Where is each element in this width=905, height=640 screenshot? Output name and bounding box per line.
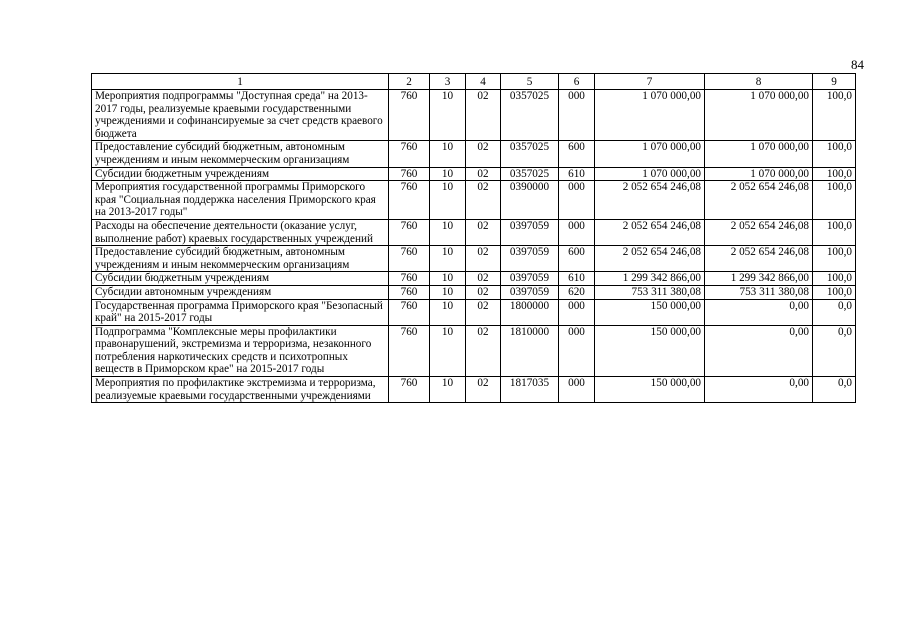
cell-code-2: 760 <box>389 325 430 376</box>
cell-code-3: 10 <box>430 246 466 272</box>
cell-code-6: 000 <box>559 299 595 325</box>
cell-amount-plan: 2 052 654 246,08 <box>595 181 705 220</box>
row-name: Мероприятия по профилактике экстремизма и терроризма, реализуемые краевыми государственными учреждениями <box>92 377 389 403</box>
cell-code-3: 10 <box>430 325 466 376</box>
table-row <box>92 219 856 245</box>
row-name: Подпрограмма "Комплексные меры профилактики правонарушений, экстремизма и терроризма, незаконного потребления наркотических средств и психотропных веществ в Приморском крае" на 2015-2017 годы <box>92 325 389 376</box>
cell-code-6: 000 <box>559 181 595 220</box>
cell-amount-actual: 2 052 654 246,08 <box>705 181 813 220</box>
table-row <box>92 167 856 181</box>
cell-amount-plan: 1 070 000,00 <box>595 167 705 181</box>
cell-percent: 100,0 <box>813 272 856 286</box>
cell-amount-actual: 1 070 000,00 <box>705 167 813 181</box>
cell-amount-actual: 1 299 342 866,00 <box>705 272 813 286</box>
cell-code-6: 620 <box>559 285 595 299</box>
cell-amount-actual: 0,00 <box>705 377 813 403</box>
column-header: 2 <box>389 74 430 90</box>
cell-code-2: 760 <box>389 167 430 181</box>
column-header: 1 <box>92 74 389 90</box>
cell-percent: 100,0 <box>813 285 856 299</box>
cell-code-4: 02 <box>466 219 501 245</box>
cell-code-2: 760 <box>389 246 430 272</box>
cell-code-4: 02 <box>466 90 501 141</box>
cell-amount-plan: 753 311 380,08 <box>595 285 705 299</box>
row-name: Субсидии бюджетным учреждениям <box>92 167 389 181</box>
cell-code-5: 1817035 <box>501 377 559 403</box>
cell-code-3: 10 <box>430 219 466 245</box>
cell-percent: 100,0 <box>813 90 856 141</box>
table-row <box>92 141 856 167</box>
cell-code-2: 760 <box>389 285 430 299</box>
row-name: Мероприятия государственной программы Приморского края "Социальная поддержка населения Приморского края на 2013-2017 годы" <box>92 181 389 220</box>
cell-code-3: 10 <box>430 167 466 181</box>
cell-code-6: 000 <box>559 325 595 376</box>
row-name: Субсидии бюджетным учреждениям <box>92 272 389 286</box>
row-name: Мероприятия подпрограммы "Доступная среда" на 2013-2017 годы, реализуемые краевыми государственными учреждениями и софинансируемые за счет средств краевого бюджета <box>92 90 389 141</box>
table-row <box>92 181 856 220</box>
cell-code-2: 760 <box>389 141 430 167</box>
cell-amount-plan: 1 299 342 866,00 <box>595 272 705 286</box>
cell-percent: 100,0 <box>813 219 856 245</box>
cell-percent: 100,0 <box>813 246 856 272</box>
table-row <box>92 246 856 272</box>
row-name: Предоставление субсидий бюджетным, автономным учреждениям и иным некоммерческим организациям <box>92 141 389 167</box>
cell-code-3: 10 <box>430 377 466 403</box>
cell-amount-actual: 1 070 000,00 <box>705 90 813 141</box>
cell-code-5: 0397059 <box>501 246 559 272</box>
cell-code-5: 0357025 <box>501 141 559 167</box>
cell-code-5: 0397059 <box>501 219 559 245</box>
cell-code-5: 1800000 <box>501 299 559 325</box>
cell-code-3: 10 <box>430 141 466 167</box>
cell-code-4: 02 <box>466 325 501 376</box>
cell-code-3: 10 <box>430 272 466 286</box>
row-name: Предоставление субсидий бюджетным, автономным учреждениям и иным некоммерческим организациям <box>92 246 389 272</box>
cell-amount-actual: 2 052 654 246,08 <box>705 219 813 245</box>
column-header: 3 <box>430 74 466 90</box>
cell-code-3: 10 <box>430 90 466 141</box>
table-row <box>92 285 856 299</box>
cell-code-6: 610 <box>559 272 595 286</box>
header-row <box>92 74 856 90</box>
cell-code-5: 0357025 <box>501 167 559 181</box>
cell-code-6: 000 <box>559 90 595 141</box>
cell-code-2: 760 <box>389 299 430 325</box>
cell-amount-plan: 150 000,00 <box>595 325 705 376</box>
cell-amount-actual: 753 311 380,08 <box>705 285 813 299</box>
cell-code-4: 02 <box>466 285 501 299</box>
cell-code-2: 760 <box>389 90 430 141</box>
page-number: 84 <box>851 57 864 72</box>
table-row <box>92 90 856 141</box>
table-row <box>92 299 856 325</box>
cell-amount-actual: 1 070 000,00 <box>705 141 813 167</box>
column-header: 9 <box>813 74 856 90</box>
cell-code-4: 02 <box>466 272 501 286</box>
table-row <box>92 377 856 403</box>
cell-code-3: 10 <box>430 299 466 325</box>
column-header: 7 <box>595 74 705 90</box>
cell-code-5: 0357025 <box>501 90 559 141</box>
cell-amount-plan: 1 070 000,00 <box>595 90 705 141</box>
cell-amount-plan: 150 000,00 <box>595 299 705 325</box>
cell-code-6: 000 <box>559 377 595 403</box>
cell-code-6: 600 <box>559 141 595 167</box>
cell-amount-actual: 0,00 <box>705 299 813 325</box>
cell-percent: 100,0 <box>813 181 856 220</box>
cell-percent: 0,0 <box>813 299 856 325</box>
cell-code-5: 0390000 <box>501 181 559 220</box>
cell-code-6: 000 <box>559 219 595 245</box>
table-row <box>92 272 856 286</box>
cell-amount-plan: 2 052 654 246,08 <box>595 246 705 272</box>
cell-amount-plan: 150 000,00 <box>595 377 705 403</box>
column-header: 4 <box>466 74 501 90</box>
cell-percent: 0,0 <box>813 325 856 376</box>
column-header: 8 <box>705 74 813 90</box>
cell-code-4: 02 <box>466 181 501 220</box>
cell-code-6: 610 <box>559 167 595 181</box>
column-header: 5 <box>501 74 559 90</box>
cell-code-4: 02 <box>466 141 501 167</box>
cell-code-4: 02 <box>466 377 501 403</box>
cell-percent: 100,0 <box>813 141 856 167</box>
cell-code-4: 02 <box>466 167 501 181</box>
cell-amount-actual: 2 052 654 246,08 <box>705 246 813 272</box>
cell-code-2: 760 <box>389 377 430 403</box>
row-name: Расходы на обеспечение деятельности (оказание услуг, выполнение работ) краевых государственных учреждений <box>92 219 389 245</box>
table-row <box>92 325 856 376</box>
cell-code-2: 760 <box>389 272 430 286</box>
row-name: Государственная программа Приморского края "Безопасный край" на 2015-2017 годы <box>92 299 389 325</box>
cell-code-2: 760 <box>389 219 430 245</box>
cell-code-4: 02 <box>466 299 501 325</box>
cell-code-3: 10 <box>430 285 466 299</box>
cell-code-6: 600 <box>559 246 595 272</box>
cell-code-3: 10 <box>430 181 466 220</box>
cell-amount-actual: 0,00 <box>705 325 813 376</box>
cell-amount-plan: 2 052 654 246,08 <box>595 219 705 245</box>
cell-percent: 100,0 <box>813 167 856 181</box>
cell-code-5: 0397059 <box>501 272 559 286</box>
cell-code-5: 1810000 <box>501 325 559 376</box>
row-name: Субсидии автономным учреждениям <box>92 285 389 299</box>
cell-percent: 0,0 <box>813 377 856 403</box>
cell-code-5: 0397059 <box>501 285 559 299</box>
cell-code-4: 02 <box>466 246 501 272</box>
cell-code-2: 760 <box>389 181 430 220</box>
column-header: 6 <box>559 74 595 90</box>
cell-amount-plan: 1 070 000,00 <box>595 141 705 167</box>
budget-table <box>91 73 856 403</box>
